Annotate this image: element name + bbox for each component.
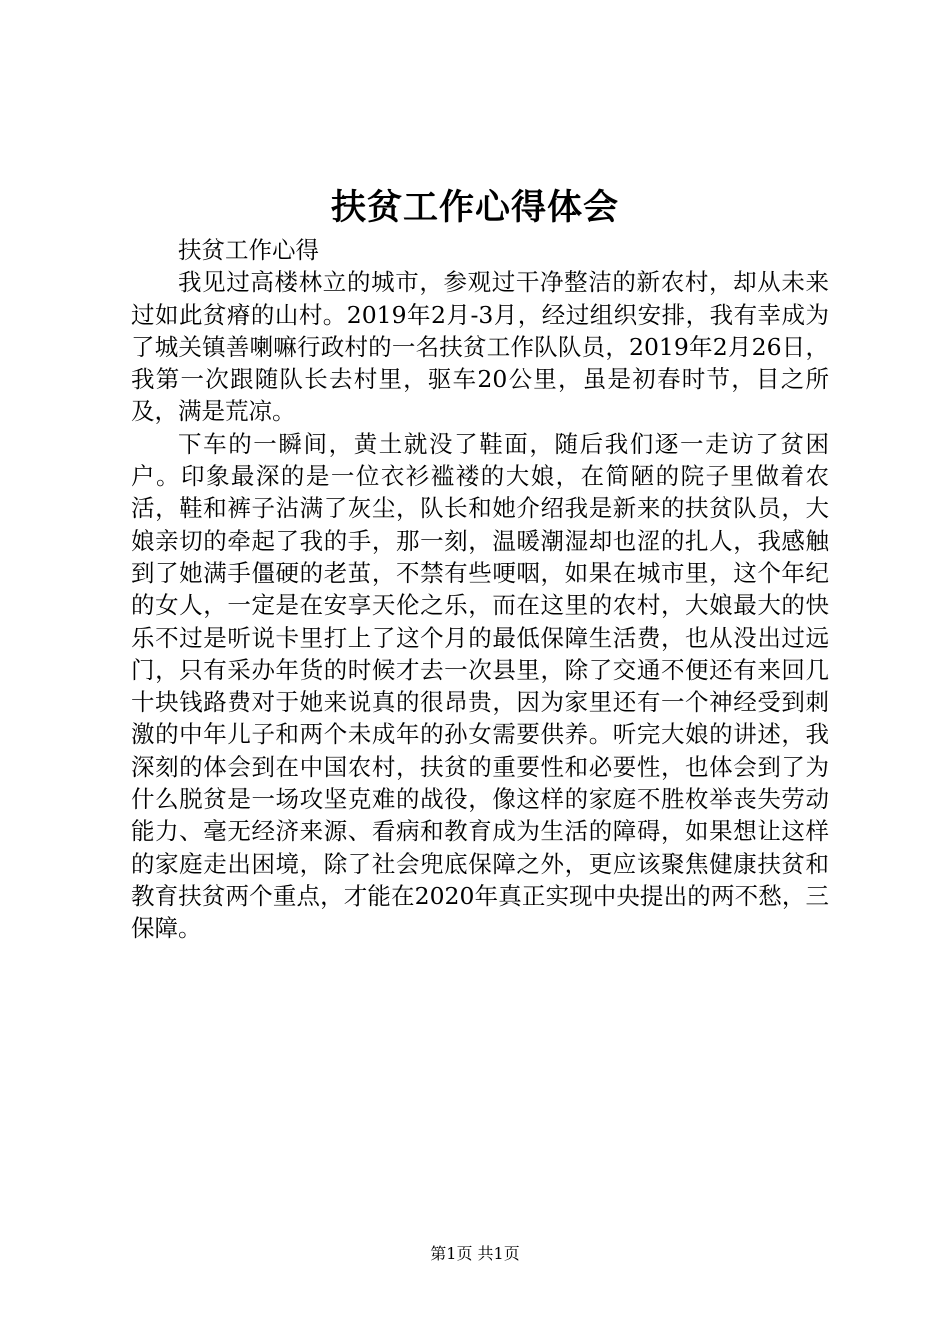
page-footer: 第1页 共1页 <box>430 1244 520 1263</box>
paragraph-visit: 下车的一瞬间，黄土就没了鞋面，随后我们逐一走访了贫困户。印象最深的是一位衣衫褴褛的大娘，在简陋的院子里做着农活，鞋和裤子沾满了灰尘，队长和她介绍我是新来的扶贫队员，大娘亲切的牵起了我的手，那一刻，温暖潮湿却也涩的扎人，我感触到了她满手僵硬的老茧，不禁有些哽咽，如果在城市里，这个年纪的女人，一定是在安享天伦之乐，而在这里的农村，大娘最大的快乐不过是听说卡里打上了这个月的最低保障生活费，也从没出过远门，只有采办年货的时候才去一次县里，除了交通不便还有来回几十块钱路费对于她来说真的很昂贵，因为家里还有一个神经受到刺激的中年儿子和两个未成年的孙女需要供养。听完大娘的讲述，我深刻的体会到在中国农村，扶贫的重要性和必要性，也体会到了为什么脱贫是一场攻坚克难的战役，像这样的家庭不胜枚举丧失劳动能力、毫无经济来源、看病和教育成为生活的障碍，如果想让这样的家庭走出困境，除了社会兜底保障之外，更应该聚焦健康扶贫和教育扶贫两个重点，才能在2020年真正实现中央提出的两不愁，三保障。 <box>131 429 829 943</box>
document-body <box>131 234 829 945</box>
document-title: 扶贫工作心得体会 <box>330 187 619 228</box>
paragraph-subtitle: 扶贫工作心得 <box>178 236 319 264</box>
paragraph-intro: 我见过高楼林立的城市，参观过干净整洁的新农村，却从未来过如此贫瘠的山村。2019年2月-3月，经过组织安排，我有幸成为了城关镇善喇嘛行政村的一名扶贫工作队队员，2019年2月26日，我第一次跟随队长去村里，驱车20公里，虽是初春时节，目之所及，满是荒凉。 <box>131 268 829 426</box>
